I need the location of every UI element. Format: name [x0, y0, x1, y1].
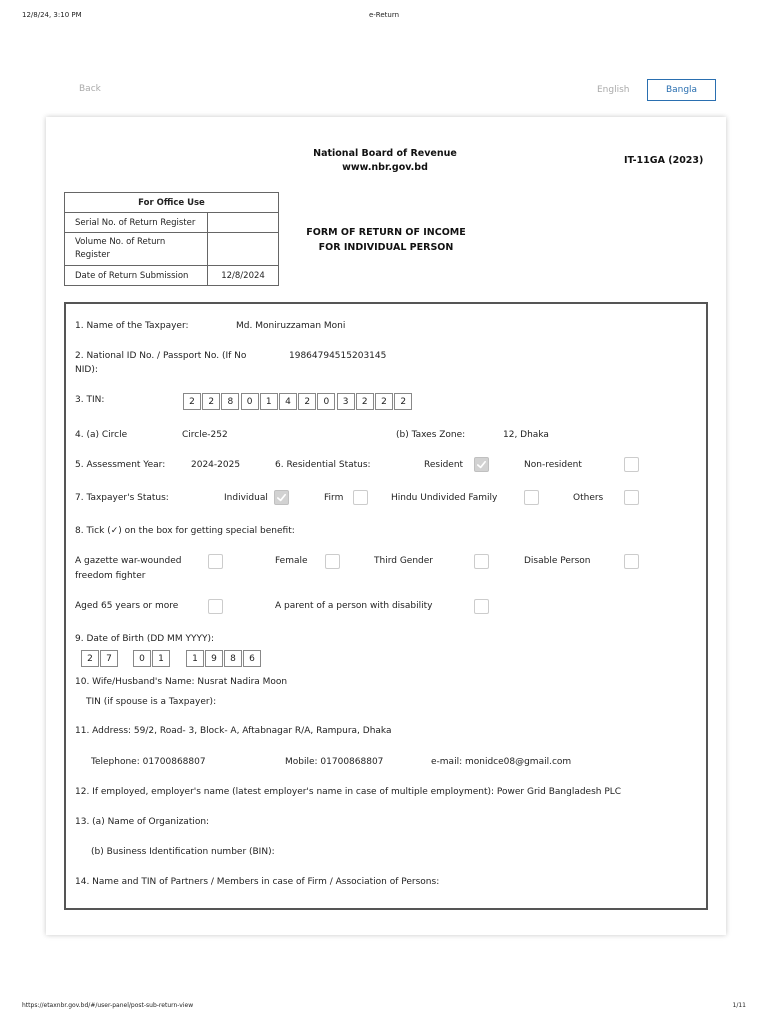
- tin-digit: 2: [202, 393, 220, 410]
- return-form-card: [46, 117, 726, 935]
- check-icon: [476, 459, 487, 470]
- gazette-label-cont: freedom fighter: [75, 571, 146, 581]
- huf-checkbox[interactable]: [524, 490, 539, 505]
- employer-label: 12. If employed, employer's name (latest employer's name in case of multiple employment): Power Grid Bangladesh PLC: [75, 787, 622, 797]
- nid-label: 2. National ID No. / Passport No. (If No: [75, 351, 247, 361]
- others-label: Others: [573, 493, 604, 503]
- print-datetime: 12/8/24, 3:10 PM: [22, 11, 82, 19]
- print-url: https://etaxnbr.gov.bd/#/user-panel/post-sub-return-view: [22, 1002, 194, 1009]
- tin-digit: 2: [183, 393, 201, 410]
- dob-day-digit: 7: [100, 650, 118, 667]
- residential-status-label: 6. Residential Status:: [275, 460, 371, 470]
- tin-digit: 1: [260, 393, 278, 410]
- disable-person-checkbox[interactable]: [624, 554, 639, 569]
- nid-label-cont: NID):: [75, 365, 98, 375]
- female-checkbox[interactable]: [325, 554, 340, 569]
- dob-label: 9. Date of Birth (DD MM YYYY):: [75, 634, 214, 644]
- circle-value: Circle-252: [182, 430, 228, 440]
- bin-label: (b) Business Identification number (BIN):: [91, 847, 275, 857]
- assessment-year-label: 5. Assessment Year:: [75, 460, 166, 470]
- taxpayer-name-value: Md. Moniruzzaman Moni: [236, 321, 346, 331]
- serial-no-label: Serial No. of Return Register: [65, 213, 208, 233]
- return-fields-box: [64, 302, 708, 910]
- office-use-title: For Office Use: [65, 193, 279, 213]
- dob-year-digit: 1: [186, 650, 204, 667]
- print-title: e-Return: [368, 11, 400, 19]
- nid-value: 19864794515203145: [289, 351, 387, 361]
- nonresident-label: Non-resident: [524, 460, 582, 470]
- third-gender-checkbox[interactable]: [474, 554, 489, 569]
- org-website: www.nbr.gov.bd: [342, 162, 428, 173]
- volume-no-value: [208, 233, 279, 266]
- taxpayer-status-label: 7. Taxpayer's Status:: [75, 493, 169, 503]
- tin-digit: 4: [279, 393, 297, 410]
- serial-no-value: [208, 213, 279, 233]
- table-row: [65, 233, 279, 266]
- taxes-zone-label: (b) Taxes Zone:: [396, 430, 466, 440]
- partners-label: 14. Name and TIN of Partners / Members in case of Firm / Association of Persons:: [75, 877, 440, 887]
- firm-label: Firm: [324, 493, 344, 503]
- third-gender-label: Third Gender: [374, 556, 433, 566]
- firm-checkbox[interactable]: [353, 490, 368, 505]
- individual-checkbox[interactable]: [274, 490, 289, 505]
- spouse-tin-label: TIN (if spouse is a Taxpayer):: [86, 697, 217, 707]
- individual-label: Individual: [224, 493, 268, 503]
- print-header: [0, 11, 768, 23]
- form-title: FORM OF RETURN OF INCOME FOR INDIVIDUAL PERSON: [306, 227, 466, 253]
- nonresident-checkbox[interactable]: [624, 457, 639, 472]
- dob-month-digit: 0: [133, 650, 151, 667]
- tin-digit: 8: [221, 393, 239, 410]
- tin-label: 3. TIN:: [75, 395, 105, 405]
- form-code: IT-11GA (2023): [624, 155, 704, 166]
- gazette-checkbox[interactable]: [208, 554, 223, 569]
- gazette-label: A gazette war-wounded: [75, 556, 182, 566]
- table-row: [65, 266, 279, 286]
- taxes-zone-value: 12, Dhaka: [503, 430, 549, 440]
- submission-date-label: Date of Return Submission: [65, 266, 208, 286]
- aged-checkbox[interactable]: [208, 599, 223, 614]
- telephone-label: Telephone: 01700868807: [91, 757, 206, 767]
- submission-date-value: 12/8/2024: [208, 266, 279, 286]
- aged-label: Aged 65 years or more: [75, 601, 179, 611]
- female-label: Female: [275, 556, 308, 566]
- resident-checkbox[interactable]: [474, 457, 489, 472]
- tin-digit: 0: [241, 393, 259, 410]
- dob-year-digit: 9: [205, 650, 223, 667]
- assessment-year-value: 2024-2025: [191, 460, 241, 470]
- tin-digit: 2: [298, 393, 316, 410]
- mobile-label: Mobile: 01700868807: [285, 757, 384, 767]
- bangla-button[interactable]: Bangla: [647, 79, 716, 101]
- tin-digit: 0: [317, 393, 335, 410]
- check-icon: [276, 492, 287, 503]
- dob-year-digit: 6: [243, 650, 261, 667]
- others-checkbox[interactable]: [624, 490, 639, 505]
- dob-month-digit: 1: [152, 650, 170, 667]
- org-name: National Board of Revenue: [313, 148, 457, 159]
- dob-year-digit: 8: [224, 650, 242, 667]
- tin-digit: 2: [375, 393, 393, 410]
- print-page-number: 1/11: [732, 1002, 746, 1009]
- tin-digit: 3: [337, 393, 355, 410]
- tin-digit: 2: [394, 393, 412, 410]
- circle-label: 4. (a) Circle: [75, 430, 128, 440]
- print-footer: [0, 1002, 768, 1014]
- office-use-table: [64, 192, 279, 286]
- volume-no-label: Volume No. of Return Register: [65, 233, 208, 266]
- parent-disability-label: A parent of a person with disability: [275, 601, 433, 611]
- taxpayer-name-label: 1. Name of the Taxpayer:: [75, 321, 189, 331]
- tin-digit: 2: [356, 393, 374, 410]
- email-label: e-mail: monidce08@gmail.com: [431, 757, 572, 767]
- org-block: [282, 147, 488, 175]
- huf-label: Hindu Undivided Family: [391, 493, 498, 503]
- disable-person-label: Disable Person: [524, 556, 591, 566]
- parent-disability-checkbox[interactable]: [474, 599, 489, 614]
- table-row: [65, 213, 279, 233]
- organization-label: 13. (a) Name of Organization:: [75, 817, 210, 827]
- resident-label: Resident: [424, 460, 464, 470]
- spouse-name-label: 10. Wife/Husband's Name: Nusrat Nadira Moon: [75, 677, 288, 687]
- special-benefit-label: 8. Tick (✓) on the box for getting special benefit:: [75, 526, 295, 536]
- address-label: 11. Address: 59/2, Road- 3, Block- A, Aftabnagar R/A, Rampura, Dhaka: [75, 726, 392, 736]
- back-link[interactable]: Back: [79, 84, 101, 94]
- english-toggle[interactable]: English: [597, 85, 630, 95]
- dob-day-digit: 2: [81, 650, 99, 667]
